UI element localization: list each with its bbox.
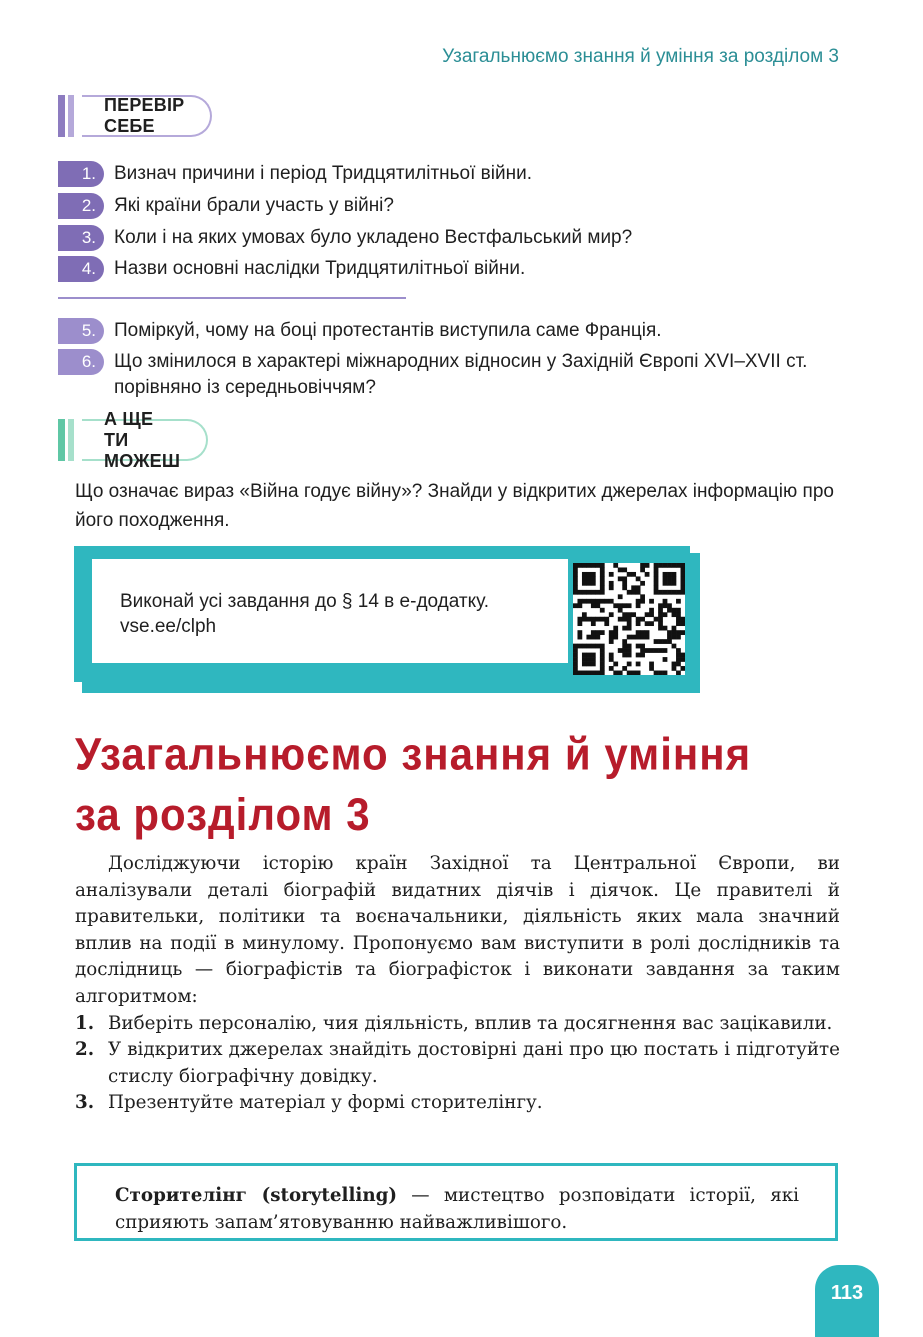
question-text: Що змінилося в характері міжнародних відносин у Західній Європі XVI–XVII ст. порівняно із середньовіччям? (114, 351, 808, 398)
step-text: Виберіть персоналію, чия діяльність, вплив та досягнення вас зацікавили. (108, 1012, 833, 1034)
step-text: Презентуйте матеріал у формі сторителінгу. (108, 1092, 543, 1114)
question-number: 1. (58, 161, 104, 187)
question-item (58, 256, 844, 282)
question-number: 5. (58, 318, 104, 344)
step-item (75, 1090, 840, 1117)
question-text: Коли і на яких умовах було укладено Вестфальський мир? (114, 227, 633, 248)
question-item (58, 161, 844, 187)
question-text: Назви основні наслідки Тридцятилітньої війни. (114, 258, 526, 279)
intro-paragraph: Досліджуючи історію країн Західної та Центральної Європи, ви аналізували деталі біографій видатних діячів і діячок. Це правителі й правительки, політики та воєначальники, діяльність яких мала значний вплив на події в минулому. Пропонуємо вам виступити в ролі дослідників та дослідниць — біографістів та біографісток і виконати завдання за таким алгоритмом: (75, 853, 840, 1007)
step-number: 3. (75, 1092, 95, 1114)
question-text: Поміркуй, чому на боці протестантів виступила саме Франція. (114, 320, 662, 341)
question-item (58, 193, 844, 219)
step-number: 2. (75, 1039, 95, 1061)
term-definition: — мистецтво розповідати історії, які сприяють запам’ятовуванню найважливішого. (115, 1185, 799, 1233)
divider (58, 297, 406, 299)
header-bars (58, 95, 74, 137)
running-head: Узагальнюємо знання й уміння за розділом 3 (442, 46, 839, 67)
section-title-line2: за розділом 3 (75, 788, 371, 840)
e-supplement-instruction: Виконай усі завдання до § 14 в е-додатку. (120, 591, 490, 612)
step-number: 1. (75, 1012, 95, 1034)
step-item (75, 1011, 840, 1038)
question-number: 2. (58, 193, 104, 219)
qr-code-icon[interactable] (573, 563, 685, 675)
e-supplement-text (120, 589, 489, 639)
question-item (58, 318, 844, 344)
e-supplement-link[interactable]: vse.ee/clph (120, 616, 217, 637)
section-title (75, 724, 835, 845)
step-item (75, 1037, 840, 1090)
intro-body (75, 851, 840, 1117)
you-can-also-text: Що означає вираз «Війна годує війну»? Знайди у відкритих джерелах інформацію про його походження. (75, 481, 834, 531)
check-yourself-title: ПЕРЕВІР СЕБЕ (82, 95, 212, 137)
you-can-also-title: А ЩЕ ТИ МОЖЕШ (82, 419, 208, 461)
header-bars (58, 419, 74, 461)
question-number: 6. (58, 349, 104, 375)
page-number: 113 (815, 1265, 879, 1337)
question-text: Які країни брали участь у війні? (114, 195, 394, 216)
term-word: Сторителінг (storytelling) (115, 1185, 398, 1206)
step-text: У відкритих джерелах знайдіть достовірні дані про цю постать і підготуйте стислу біографічну довідку. (108, 1039, 840, 1087)
question-item (58, 225, 844, 251)
section-title-line1: Узагальнюємо знання й уміння (75, 728, 752, 780)
term-definition-box (74, 1163, 838, 1241)
question-text: Визнач причини і період Тридцятилітньої війни. (114, 163, 532, 184)
question-item (58, 349, 844, 401)
question-number: 3. (58, 225, 104, 251)
question-number: 4. (58, 256, 104, 282)
